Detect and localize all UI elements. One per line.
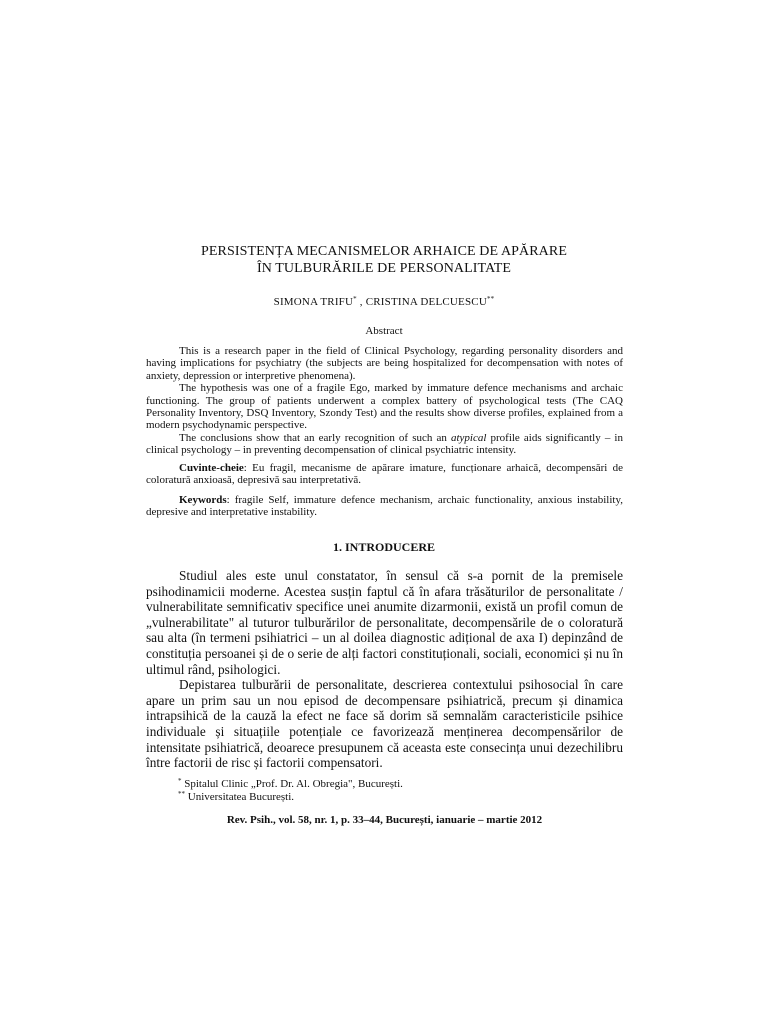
keywords-romanian-text: : Eu fragil, mecanisme de apărare imature, funcționare arhaică, decompensări de coloratură anxioasă, depresivă sau interpretativă.	[146, 462, 623, 487]
author-name-2: CRISTINA DELCUESCU	[365, 296, 487, 308]
keywords-romanian-label: Cuvinte-cheie	[179, 462, 244, 474]
author-affiliation-mark-2: **	[486, 295, 495, 303]
abstract-paragraph: This is a research paper in the field of Clinical Psychology, regarding personality disorders and having implications for psychiatry (the subjects are being hospitalized for decompensation with notes of anxiety, depression or interpretive phenomena).	[146, 345, 623, 382]
author-separator: ,	[356, 296, 366, 308]
abstract-conclusion-emphasis: atypical	[450, 431, 487, 444]
section-heading: 1. INTRODUCERE	[332, 540, 435, 554]
footnote-text: Universitatea București.	[185, 791, 295, 803]
footnote	[178, 778, 623, 791]
section-body	[146, 568, 623, 771]
abstract-body	[146, 345, 623, 457]
abstract-conclusion-start: The conclusions show that an early recognition of such an	[179, 431, 451, 444]
title-line-2: ÎN TULBURĂRILE DE PERSONALITATE	[256, 261, 512, 276]
footnote	[178, 791, 623, 804]
author-name-1: SIMONA TRIFU	[273, 296, 354, 308]
body-paragraph: Studiul ales este unul constatator, în sensul că s-a pornit de la premisele psihodinamicii moderne. Acestea susțin faptul că în afara trăsăturilor de personalitate / vulnerabilitate semnificativ specifice unei anumite dizarmonii, există un profil comun de „vulnerabilitate" al tuturor tulburărilor de personalitate, decompensările de o coloratură sau alta (în termeni psihiatrici – un al doilea diagnostic adițional de axa I) depinzând de constituția persoanei și de o serie de alți factori constituționali, sociali, economici și nu în ultimul rând, psihologici.	[146, 568, 623, 677]
abstract-conclusion	[146, 432, 623, 457]
title-line-1: PERSISTENȚA MECANISMELOR ARHAICE DE APĂRARE	[200, 244, 567, 259]
paper-title	[120, 243, 648, 277]
keywords-english-text: : fragile Self, immature defence mechanism, archaic functionality, anxious instability, depresive and interpretative instability.	[146, 494, 623, 519]
keywords-romanian	[146, 462, 623, 487]
footnotes	[178, 778, 623, 804]
body-paragraph: Depistarea tulburării de personalitate, descrierea contextului psihosocial în care apare un prim sau un nou episod de decompensare psihiatrică, precum și dinamica intrapsihică de la cauză la efect ne face să dorim să semnalăm caracteristicile psihice individuale și situațiile potențiale ce favorizează menținerea decompensărilor de intensitate psihiatrică, deoarece presupunem că aceasta este consecința unui dezechilibru între factorii de risc și factorii compensatori.	[146, 677, 623, 771]
keywords-english-label: Keywords	[179, 494, 227, 506]
footnote-mark: **	[178, 790, 185, 798]
abstract-conclusion-end: profile aids significantly – in clinical psychology – in preventing decompensation of clinical psychiatric intensity.	[146, 431, 623, 457]
footnote-text: Spitalul Clinic „Prof. Dr. Al. Obregia", București.	[181, 778, 403, 790]
abstract-paragraph: The hypothesis was one of a fragile Ego, marked by immature defence mechanisms and archaic functioning. The group of patients underwent a complex battery of psychological tests (The CAQ Personality Inventory, DSQ Inventory, Szondy Test) and the results show diverse profiles, explained from a modern psychodynamic perspective.	[146, 382, 623, 432]
author-affiliation-mark-1: *	[353, 295, 357, 303]
footnote-mark: *	[178, 777, 182, 785]
journal-citation: Rev. Psih., vol. 58, nr. 1, p. 33–44, București, ianuarie – martie 2012	[226, 814, 543, 826]
abstract-heading: Abstract	[365, 325, 403, 337]
keywords-english	[146, 494, 623, 519]
author-list	[120, 295, 648, 309]
